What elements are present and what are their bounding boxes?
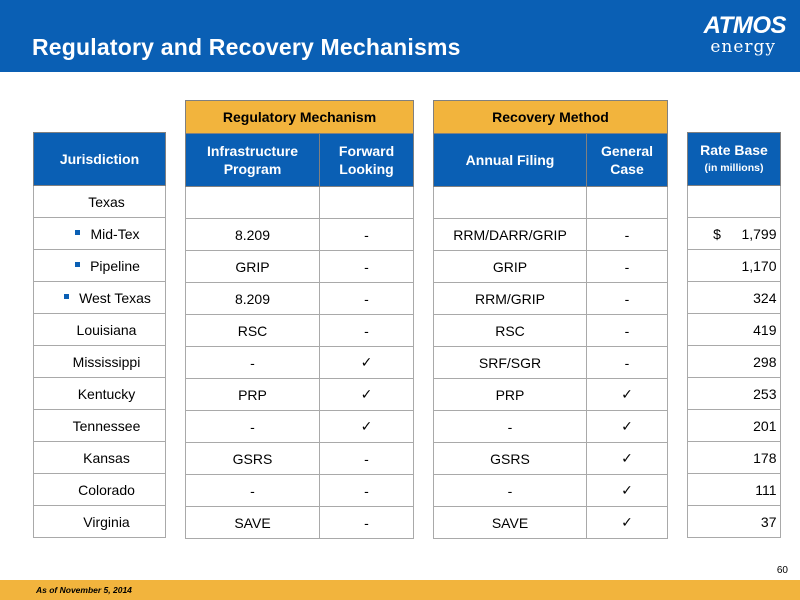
annual-filing-cell: -: [434, 475, 587, 507]
table-row: [434, 315, 668, 347]
general-case-cell: -: [587, 251, 668, 283]
jurisdiction-header: Jurisdiction: [34, 133, 166, 186]
annual-filing-cell: [434, 187, 587, 219]
slide-title: Regulatory and Recovery Mechanisms: [32, 34, 461, 60]
square-bullet-icon: [75, 262, 80, 267]
jurisdiction-label: West Texas: [79, 289, 151, 306]
infrastructure-program-cell: [186, 187, 320, 219]
annual-filing-cell: RRM/DARR/GRIP: [434, 219, 587, 251]
forward-looking-cell: -: [320, 475, 414, 507]
forward-looking-header: Forward Looking: [320, 134, 414, 187]
table-row: [434, 219, 668, 251]
table-row: [434, 507, 668, 539]
annual-filing-cell: PRP: [434, 379, 587, 411]
rate-base-value: 37: [760, 513, 777, 530]
rate-base-cell: [688, 506, 781, 538]
general-case-cell: -: [587, 315, 668, 347]
general-case-cell: ✓: [587, 443, 668, 475]
table-row: [34, 282, 166, 314]
atmos-energy-logo: [676, 14, 786, 62]
rate-base-value: 419: [753, 321, 777, 338]
recovery-method-table: [433, 100, 668, 539]
regulatory-mechanism-table: [185, 100, 414, 539]
table-row: [688, 218, 781, 250]
rate-base-subtitle: (in millions): [704, 162, 764, 174]
general-case-cell: -: [587, 283, 668, 315]
table-row: [186, 315, 414, 347]
forward-looking-cell: -: [320, 443, 414, 475]
general-case-cell: ✓: [587, 507, 668, 539]
forward-looking-cell: ✓: [320, 379, 414, 411]
rate-base-cell: [688, 442, 781, 474]
jurisdiction-cell: [34, 250, 166, 282]
forward-looking-cell: -: [320, 283, 414, 315]
jurisdiction-cell: [34, 282, 166, 314]
table-row: [434, 347, 668, 379]
rate-base-cell: [688, 218, 781, 250]
forward-looking-cell: -: [320, 219, 414, 251]
table-row: [688, 186, 781, 218]
infrastructure-program-cell: 8.209: [186, 283, 320, 315]
forward-looking-cell: -: [320, 251, 414, 283]
rate-base-value: 111: [755, 481, 777, 498]
jurisdiction-label: Colorado: [78, 481, 135, 498]
rate-base-value: 253: [753, 385, 777, 402]
rate-base-table-body: [688, 133, 781, 538]
table-row: [34, 186, 166, 218]
annual-filing-cell: RRM/GRIP: [434, 283, 587, 315]
table-row: [186, 475, 414, 507]
jurisdiction-label: Texas: [88, 193, 125, 210]
jurisdiction-label: Louisiana: [76, 321, 137, 338]
recovery-method-table-body: [434, 101, 668, 539]
rate-base-cell: [688, 378, 781, 410]
jurisdiction-cell: [34, 506, 166, 538]
jurisdiction-label: Kansas: [83, 449, 130, 466]
jurisdiction-label: Mid-Tex: [90, 225, 140, 242]
table-row: [434, 187, 668, 219]
annual-filing-header: Annual Filing: [434, 134, 587, 187]
annual-filing-cell: SAVE: [434, 507, 587, 539]
recovery-method-header-row: [434, 134, 668, 187]
jurisdiction-cell: [34, 186, 166, 218]
infrastructure-program-cell: PRP: [186, 379, 320, 411]
jurisdiction-table-body: [34, 133, 166, 538]
rate-base-table: [687, 132, 781, 538]
table-row: [186, 187, 414, 219]
table-row: [34, 506, 166, 538]
jurisdiction-cell: [34, 378, 166, 410]
jurisdiction-label: Virginia: [83, 513, 130, 530]
rate-base-cell: [688, 186, 781, 218]
jurisdiction-label: Pipeline: [90, 257, 140, 274]
general-case-cell: -: [587, 219, 668, 251]
table-row: [34, 218, 166, 250]
table-row: [434, 379, 668, 411]
jurisdiction-label: Tennessee: [72, 417, 141, 434]
table-row: [186, 347, 414, 379]
forward-looking-cell: ✓: [320, 411, 414, 443]
rate-base-title: Rate Base: [700, 142, 768, 158]
general-case-cell: ✓: [587, 475, 668, 507]
rate-base-cell: [688, 250, 781, 282]
jurisdiction-table: [33, 132, 166, 538]
table-row: [434, 411, 668, 443]
annual-filing-cell: GRIP: [434, 251, 587, 283]
infrastructure-program-header: Infrastructure Program: [186, 134, 320, 187]
infrastructure-program-cell: SAVE: [186, 507, 320, 539]
currency-symbol: $: [713, 225, 721, 242]
rate-base-value: 324: [753, 289, 777, 306]
table-row: [688, 378, 781, 410]
title-bar: [0, 0, 800, 72]
annual-filing-cell: RSC: [434, 315, 587, 347]
general-case-cell: ✓: [587, 411, 668, 443]
table-row: [434, 251, 668, 283]
jurisdiction-header-row: [34, 133, 166, 186]
table-row: [186, 251, 414, 283]
regulatory-mechanism-table-body: [186, 101, 414, 539]
table-row: [434, 475, 668, 507]
jurisdiction-cell: [34, 346, 166, 378]
jurisdiction-cell: [34, 442, 166, 474]
general-case-header: General Case: [587, 134, 668, 187]
table-row: [688, 250, 781, 282]
table-row: [34, 410, 166, 442]
rate-base-value: 1,170: [741, 257, 777, 274]
forward-looking-cell: [320, 187, 414, 219]
infrastructure-program-cell: 8.209: [186, 219, 320, 251]
table-row: [186, 411, 414, 443]
rate-base-cell: [688, 282, 781, 314]
square-bullet-icon: [64, 294, 69, 299]
general-case-cell: -: [587, 347, 668, 379]
infrastructure-program-cell: -: [186, 347, 320, 379]
jurisdiction-cell: [34, 314, 166, 346]
table-row: [34, 346, 166, 378]
table-row: [688, 410, 781, 442]
rate-base-header-row: [688, 133, 781, 186]
general-case-cell: ✓: [587, 379, 668, 411]
regulatory-mechanism-header: Regulatory Mechanism: [186, 101, 414, 134]
annual-filing-cell: SRF/SGR: [434, 347, 587, 379]
table-row: [688, 346, 781, 378]
jurisdiction-cell: [34, 474, 166, 506]
page-number: 60: [776, 565, 788, 576]
recovery-method-super-row: [434, 101, 668, 134]
forward-looking-cell: -: [320, 315, 414, 347]
table-row: [688, 474, 781, 506]
table-row: [34, 314, 166, 346]
rate-base-value: 298: [753, 353, 777, 370]
infrastructure-program-cell: RSC: [186, 315, 320, 347]
table-row: [688, 442, 781, 474]
table-row: [688, 282, 781, 314]
table-row: [186, 379, 414, 411]
table-row: [186, 283, 414, 315]
table-row: [434, 283, 668, 315]
general-case-cell: [587, 187, 668, 219]
table-row: [688, 506, 781, 538]
table-row: [34, 378, 166, 410]
regulatory-mechanism-super-row: [186, 101, 414, 134]
table-row: [434, 443, 668, 475]
infrastructure-program-cell: -: [186, 475, 320, 507]
table-row: [34, 474, 166, 506]
regulatory-mechanism-header-row: [186, 134, 414, 187]
table-row: [186, 507, 414, 539]
table-row: [34, 442, 166, 474]
rate-base-value: 178: [753, 449, 777, 466]
jurisdiction-label: Mississippi: [72, 353, 141, 370]
logo-wordmark: ATMOS: [703, 12, 786, 39]
infrastructure-program-cell: GRIP: [186, 251, 320, 283]
infrastructure-program-cell: -: [186, 411, 320, 443]
rate-base-cell: [688, 474, 781, 506]
table-row: [186, 443, 414, 475]
rate-base-cell: [688, 314, 781, 346]
recovery-method-header: Recovery Method: [434, 101, 668, 134]
infrastructure-program-cell: GSRS: [186, 443, 320, 475]
rate-base-value: 1,799: [741, 225, 777, 242]
annual-filing-cell: GSRS: [434, 443, 587, 475]
forward-looking-cell: ✓: [320, 347, 414, 379]
square-bullet-icon: [75, 230, 80, 235]
table-row: [186, 219, 414, 251]
rate-base-cell: [688, 346, 781, 378]
jurisdiction-cell: [34, 410, 166, 442]
annual-filing-cell: -: [434, 411, 587, 443]
table-row: [688, 314, 781, 346]
jurisdiction-label: Kentucky: [77, 385, 136, 402]
rate-base-header: [688, 133, 781, 186]
jurisdiction-cell: [34, 218, 166, 250]
logo-subtext: energy: [710, 37, 776, 57]
as-of-date: As of November 5, 2014: [36, 585, 132, 595]
forward-looking-cell: -: [320, 507, 414, 539]
rate-base-value: 201: [753, 417, 777, 434]
table-row: [34, 250, 166, 282]
rate-base-cell: [688, 410, 781, 442]
